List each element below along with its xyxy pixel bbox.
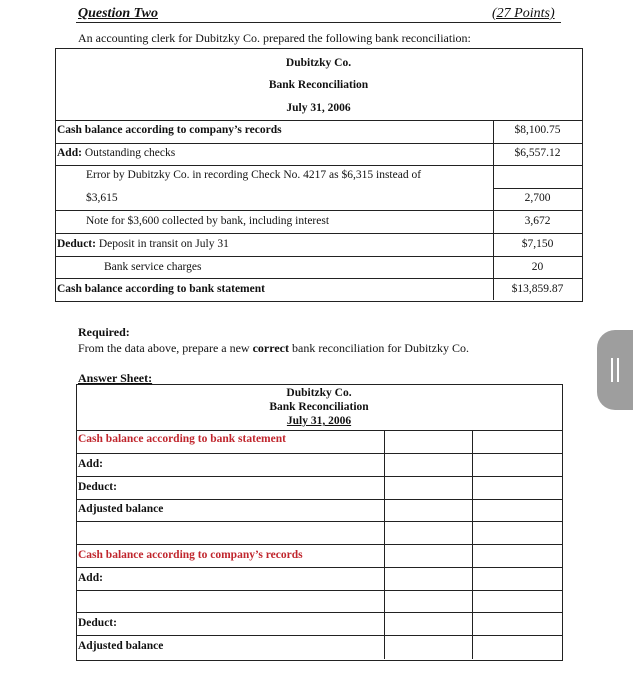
recon-row-deposit-in-transit: Deduct: Deposit in transit on July 31 (57, 238, 229, 250)
recon-amount: $8,100.75 (514, 124, 561, 136)
recon-title: Bank Reconciliation (268, 79, 369, 91)
answer-label-bank-balance: Cash balance according to bank statement (78, 433, 286, 445)
answer-cell[interactable] (473, 431, 561, 453)
answer-cell[interactable] (385, 431, 472, 453)
row-divider (55, 210, 582, 211)
recon-row-note-collected: Note for $3,600 collected by bank, including interest (86, 215, 330, 227)
answer-label-add: Add: (78, 458, 103, 470)
recon-row-service-charges: Bank service charges (104, 261, 202, 273)
answer-label-deduct: Deduct: (78, 481, 117, 493)
answer-cell[interactable] (385, 500, 472, 521)
row-divider (55, 278, 582, 279)
answer-title: Bank Reconciliation (269, 401, 369, 413)
answer-row-line (76, 521, 562, 522)
row-divider (55, 165, 582, 166)
answer-row-line (76, 590, 562, 591)
required-section (78, 325, 469, 356)
recon-row-error-line1: Error by Dubitzky Co. in recording Check No. 4217 as $6,315 instead of (86, 169, 422, 181)
answer-cell[interactable] (385, 454, 472, 476)
answer-cell[interactable] (385, 477, 472, 499)
scroll-handle[interactable] (597, 330, 633, 410)
row-divider (493, 188, 582, 189)
answer-label-deduct: Deduct: (78, 617, 117, 629)
intro-text: An accounting clerk for Dubitzky Co. prepared the following bank reconciliation: (78, 31, 471, 45)
answer-row-line (76, 544, 562, 545)
recon-amount: 20 (531, 261, 544, 273)
required-heading: Required: (78, 325, 130, 339)
recon-row-company-balance: Cash balance according to company’s records (57, 124, 282, 136)
question-title: Question Two (78, 6, 158, 21)
recon-amount: $6,557.12 (514, 147, 561, 159)
answer-cell[interactable] (473, 500, 561, 521)
answer-sheet-heading: Answer Sheet: (78, 371, 153, 385)
answer-row-line (76, 567, 562, 568)
recon-row-outstanding-checks: Add: Outstanding checks (57, 147, 176, 159)
required-text: From the data above, prepare a new correct bank reconciliation for Dubitzky Co. (78, 341, 469, 355)
answer-label-adjusted-balance: Adjusted balance (78, 503, 164, 515)
answer-row-line (76, 612, 562, 613)
answer-label-add: Add: (78, 572, 103, 584)
recon-company: Dubitzky Co. (285, 57, 352, 69)
recon-amount: $7,150 (521, 238, 554, 250)
grip-icon (611, 358, 613, 382)
answer-date: July 31, 2006 (286, 415, 352, 427)
grip-icon (617, 358, 619, 382)
answer-cell[interactable] (473, 477, 561, 499)
recon-row-bank-balance: Cash balance according to bank statement (57, 283, 265, 295)
answer-label-company-balance: Cash balance according to company’s records (78, 549, 303, 561)
recon-amount: 2,700 (524, 192, 551, 204)
answer-row-line (76, 635, 562, 636)
row-divider (55, 256, 582, 257)
answer-company: Dubitzky Co. (286, 387, 352, 399)
recon-amount: 3,672 (524, 215, 551, 227)
recon-row-error-line2: $3,615 (86, 192, 118, 204)
question-points: (27 Points) (492, 6, 555, 21)
amount-column-divider (493, 120, 494, 300)
header-rule (76, 22, 561, 23)
recon-date: July 31, 2006 (286, 102, 351, 114)
recon-amount: $13,859.87 (511, 283, 564, 295)
row-divider (55, 120, 582, 121)
answer-cell[interactable] (473, 454, 561, 476)
row-divider (55, 143, 582, 144)
row-divider (55, 233, 582, 234)
answer-label-adjusted-balance: Adjusted balance (78, 640, 164, 652)
